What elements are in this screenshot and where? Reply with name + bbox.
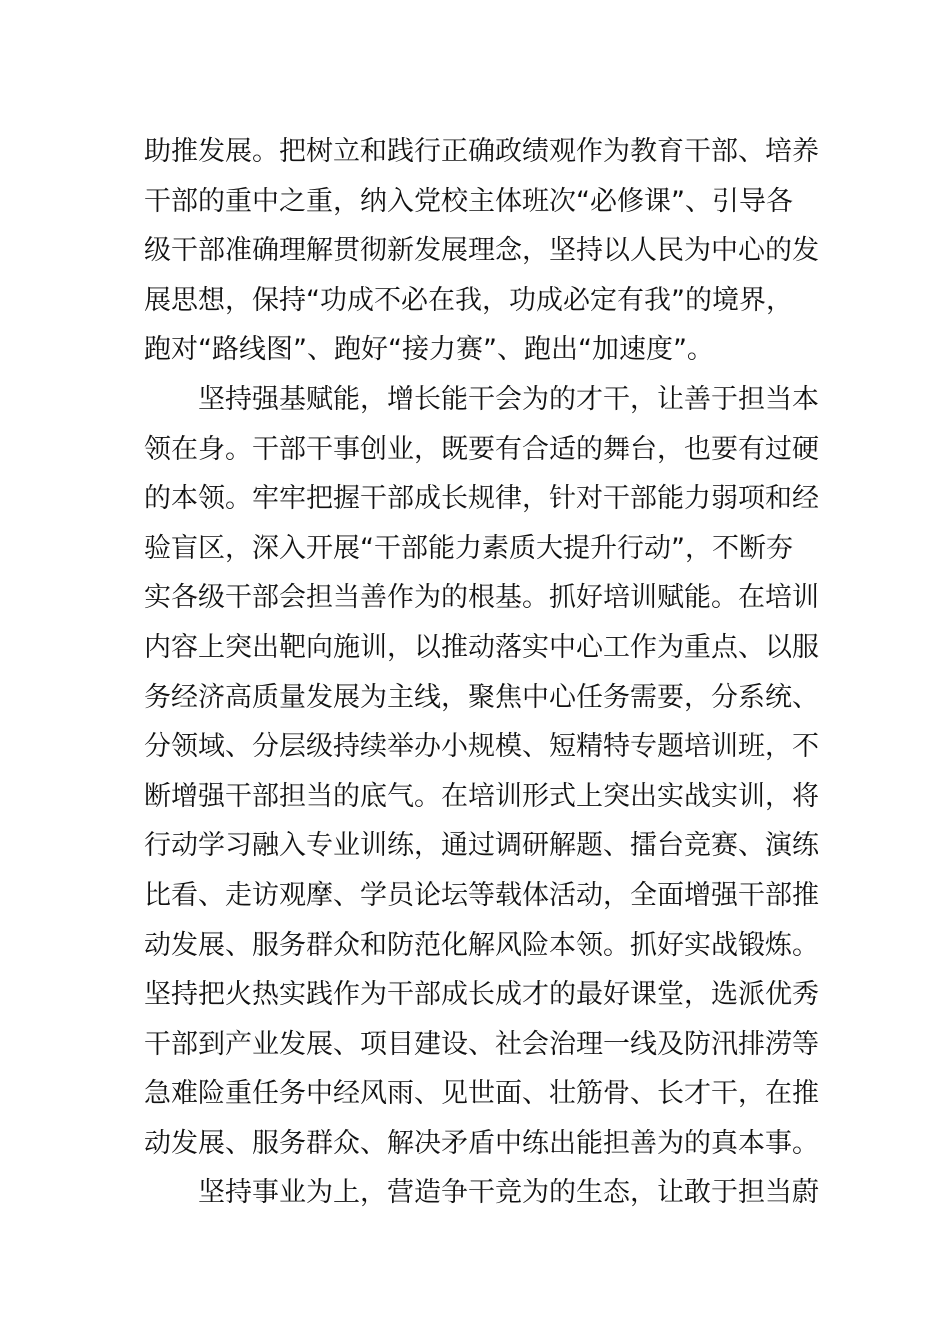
paragraph-start-line: 坚持事业为上，营造争干竞为的生态，让敢于担当蔚 <box>198 1177 819 1209</box>
text-line: 断增强干部担当的底气。在培训形式上突出实战实训，将 <box>144 780 819 812</box>
text-line: 行动学习融入专业训练，通过调研解题、擂台竞赛、演练 <box>144 830 819 862</box>
text-line: 的本领。牢牢把握干部成长规律，针对干部能力弱项和经 <box>144 483 819 515</box>
text-line: 干部的重中之重，纳入党校主体班次“必修课”、引导各 <box>144 185 793 217</box>
text-line: 验盲区，深入开展“干部能力素质大提升行动”，不断夯 <box>144 532 793 564</box>
body-text <box>144 127 819 1218</box>
text-line: 比看、走访观摩、学员论坛等载体活动，全面增强干部推 <box>144 879 819 911</box>
text-line: 展思想，保持“功成不必在我，功成必定有我”的境界， <box>144 284 793 316</box>
text-line: 内容上突出靶向施训，以推动落实中心工作为重点、以服 <box>144 631 819 663</box>
text-line: 干部到产业发展、项目建设、社会治理一线及防汛排涝等 <box>144 1028 819 1060</box>
text-line: 动发展、服务群众、解决矛盾中练出能担善为的真本事。 <box>144 1127 819 1159</box>
text-line: 急难险重任务中经风雨、见世面、壮筋骨、长才干，在推 <box>144 1078 819 1110</box>
text-line: 跑对“路线图”、跑好“接力赛”、跑出“加速度”。 <box>144 334 714 366</box>
text-line: 务经济高质量发展为主线，聚焦中心任务需要，分系统、 <box>144 681 819 713</box>
text-line: 助推发展。把树立和践行正确政绩观作为教育干部、培养 <box>144 136 819 167</box>
text-line: 领在身。干部干事创业，既要有合适的舞台，也要有过硬 <box>144 433 819 465</box>
text-line: 动发展、服务群众和防范化解风险本领。抓好实战锻炼。 <box>144 929 819 961</box>
text-line: 分领域、分层级持续举办小规模、短精特专题培训班，不 <box>144 731 819 763</box>
paragraph-start-line: 坚持强基赋能，增长能干会为的才干，让善于担当本 <box>198 383 819 415</box>
text-line: 坚持把火热实践作为干部成长成才的最好课堂，选派优秀 <box>144 979 819 1011</box>
text-line: 级干部准确理解贯彻新发展理念，坚持以人民为中心的发 <box>144 235 819 267</box>
text-line: 实各级干部会担当善作为的根基。抓好培训赋能。在培训 <box>144 582 819 614</box>
